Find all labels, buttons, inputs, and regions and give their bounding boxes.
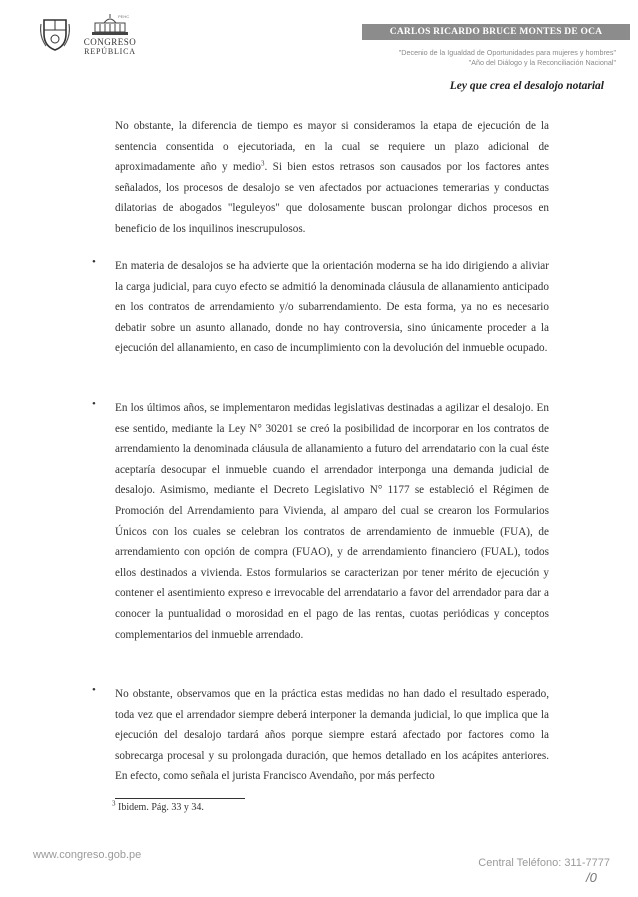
footnote-divider xyxy=(115,798,245,799)
footnote xyxy=(112,799,204,813)
paragraph-3: En los últimos años, se implementaron medidas legislativas destinadas a agilizar el desalojo. En ese sentido, mediante la Ley N° 30201 se creó la posibilidad de incorporar en los contratos de arrendamiento la denominada cláusula de allanamiento a futuro del arrendatario con la cual éste aceptaría desocupar el inmueble cuando el arrendador interponga una demanda judicial de desalojo. Asimismo, mediante el Decreto Legislativo N° 1177 se estableció el Régimen de Promoción del Arrendamiento para Vivienda, al amparo del cual se crearon los Formularios Únicos con los cuales se celebran los contratos de arrendamiento de inmueble (FUA), de arrendamiento con opción de compra (FUAO), y de arrendamiento financiero (FUAL), todos ellos destinados a vivienda. Estos formularios se caracterizan por tener mérito de ejecución y contener el asentimiento expreso e irrevocable del arrendatario a favor del arrendador para dar a conocer la puntualidad o morosidad en el pago de las rentas, cuotas periódicas y conceptos complementarios del inmueble arrendado. xyxy=(115,402,549,641)
bullet-4: • xyxy=(92,684,96,696)
bullet-3: • xyxy=(92,398,96,410)
handwritten-page-mark: /0 xyxy=(586,870,597,885)
document-title: Ley que crea el desalojo notarial xyxy=(449,80,604,92)
footer-website[interactable]: www.congreso.gob.pe xyxy=(33,849,142,861)
paragraph-2: En materia de desalojos se ha advierte que la orientación moderna se ha ido dirigiendo a aliviar la carga judicial, para cuyo efecto se admitió la denominada cláusula de allanamiento anticipado en los contratos de arrendamiento y/o subarrendamiento. De esta forma, ya no es necesario debatir sobre un asunto allanado, donde no hay controversia, sino únicamente proceder a la ejecución del allanamiento, en caso de incumplimiento con la devolución del inmueble ocupado. xyxy=(115,260,549,355)
footnote-reference[interactable]: 3 xyxy=(260,159,265,168)
logo-republic-text: REPÚBLICA xyxy=(84,47,136,56)
footer-phone: Central Teléfono: 311-7777 xyxy=(478,857,610,869)
year-motto: "Año del Diálogo y la Reconciliación Nacional" xyxy=(468,58,616,67)
logo-small-label: PEHC xyxy=(118,14,130,19)
paragraph-4: No obstante, observamos que en la práctica estas medidas no han dado el resultado esperado, toda vez que el arrendador siempre deberá interponer la demanda judicial, lo que implica que la ejecución del desalojo tardará años porque siempre estará afectado por factores como la sobrecarga procesal y su prolongada duración, que hemos detallado en los acápites anteriores. En efecto, como señala el jurista Francisco Avendaño, por más perfecto xyxy=(115,688,549,783)
paragraph-1: No obstante, la diferencia de tiempo es mayor si consideramos la etapa de ejecución de la sentencia consentida o ejecutoriada, en la cual se requiere un plazo adicional de aproximadamente año y medio$^3$. Si bien estos retrasos son causados por los factores antes señalados, los procesos de desalojo se ven afectados por actuaciones temerarias y conductas dilatorias de abogados "leguleyos" que dolosamente buscan prolongar dichos procesos en beneficio de los inquilinos inescrupulosos. xyxy=(115,120,549,235)
author-name-banner: CARLOS RICARDO BRUCE MONTES DE OCA xyxy=(362,24,630,40)
decade-motto: "Decenio de la Igualdad de Oportunidades para mujeres y hombres" xyxy=(398,48,616,57)
footnote-number: 3 xyxy=(112,799,116,808)
congress-logo xyxy=(82,14,138,56)
footnote-text: Ibidem. Pág. 33 y 34. xyxy=(118,802,204,813)
bullet-2: • xyxy=(92,256,96,268)
logo-congress-text: CONGRESO xyxy=(83,37,137,47)
national-coat-of-arms-seal xyxy=(40,16,70,52)
